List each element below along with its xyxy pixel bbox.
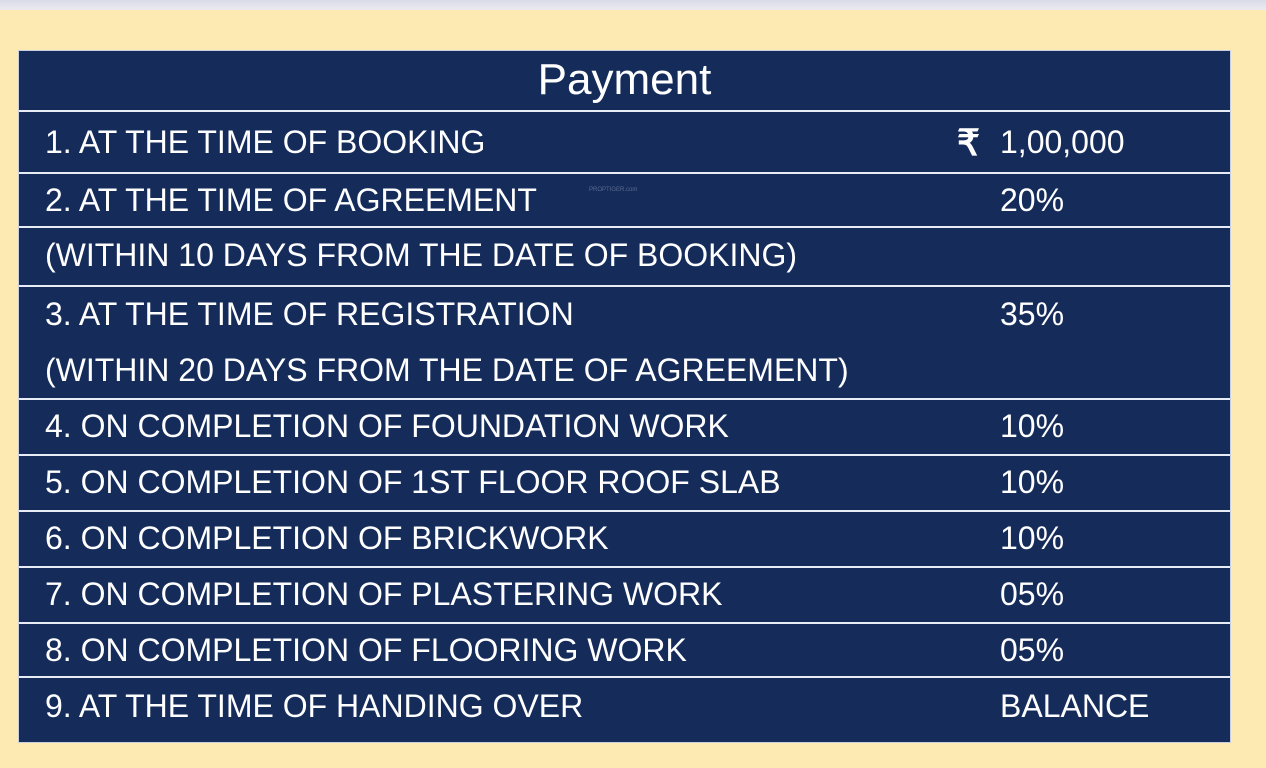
row-label: 4. ON COMPLETION OF FOUNDATION WORK — [45, 408, 729, 444]
table-row — [19, 622, 1230, 678]
row-label: 9. AT THE TIME OF HANDING OVER — [45, 688, 584, 724]
row-value: BALANCE — [1000, 688, 1150, 724]
row-label: 3. AT THE TIME OF REGISTRATION — [45, 296, 574, 332]
rupee-icon: ₹ — [957, 122, 980, 163]
table-row — [19, 226, 1230, 286]
row-label: 1. AT THE TIME OF BOOKING — [45, 124, 486, 160]
top-strip — [0, 0, 1266, 10]
row-value: 1,00,000 — [1000, 124, 1125, 160]
row-label: 8. ON COMPLETION OF FLOORING WORK — [45, 632, 687, 668]
row-label: 7. ON COMPLETION OF PLASTERING WORK — [45, 576, 723, 612]
table-row — [19, 510, 1230, 566]
row-value: 20% — [1000, 182, 1065, 218]
row-value: 10% — [1000, 408, 1065, 444]
row-value: 05% — [1000, 576, 1065, 612]
table-row — [19, 110, 1230, 174]
table-row — [19, 454, 1230, 510]
table-title: Payment — [537, 55, 712, 104]
row-value: 10% — [1000, 520, 1065, 556]
row-value: 05% — [1000, 632, 1065, 668]
row-label: 6. ON COMPLETION OF BRICKWORK — [45, 520, 609, 556]
row-value: 35% — [1000, 296, 1065, 332]
row-note: (WITHIN 20 DAYS FROM THE DATE OF AGREEMENT) — [45, 352, 849, 388]
row-label: 2. AT THE TIME OF AGREEMENT — [45, 182, 537, 218]
watermark: PROPTIGER.com — [589, 187, 638, 193]
table-row — [19, 285, 1230, 400]
row-value: 10% — [1000, 464, 1065, 500]
row-label: 5. ON COMPLETION OF 1ST FLOOR ROOF SLAB — [45, 464, 781, 500]
table-row — [19, 676, 1230, 742]
payment-table — [18, 50, 1231, 743]
row-note: (WITHIN 10 DAYS FROM THE DATE OF BOOKING) — [45, 237, 798, 273]
table-row — [19, 172, 1230, 228]
table-row — [19, 398, 1230, 454]
table-row — [19, 566, 1230, 622]
